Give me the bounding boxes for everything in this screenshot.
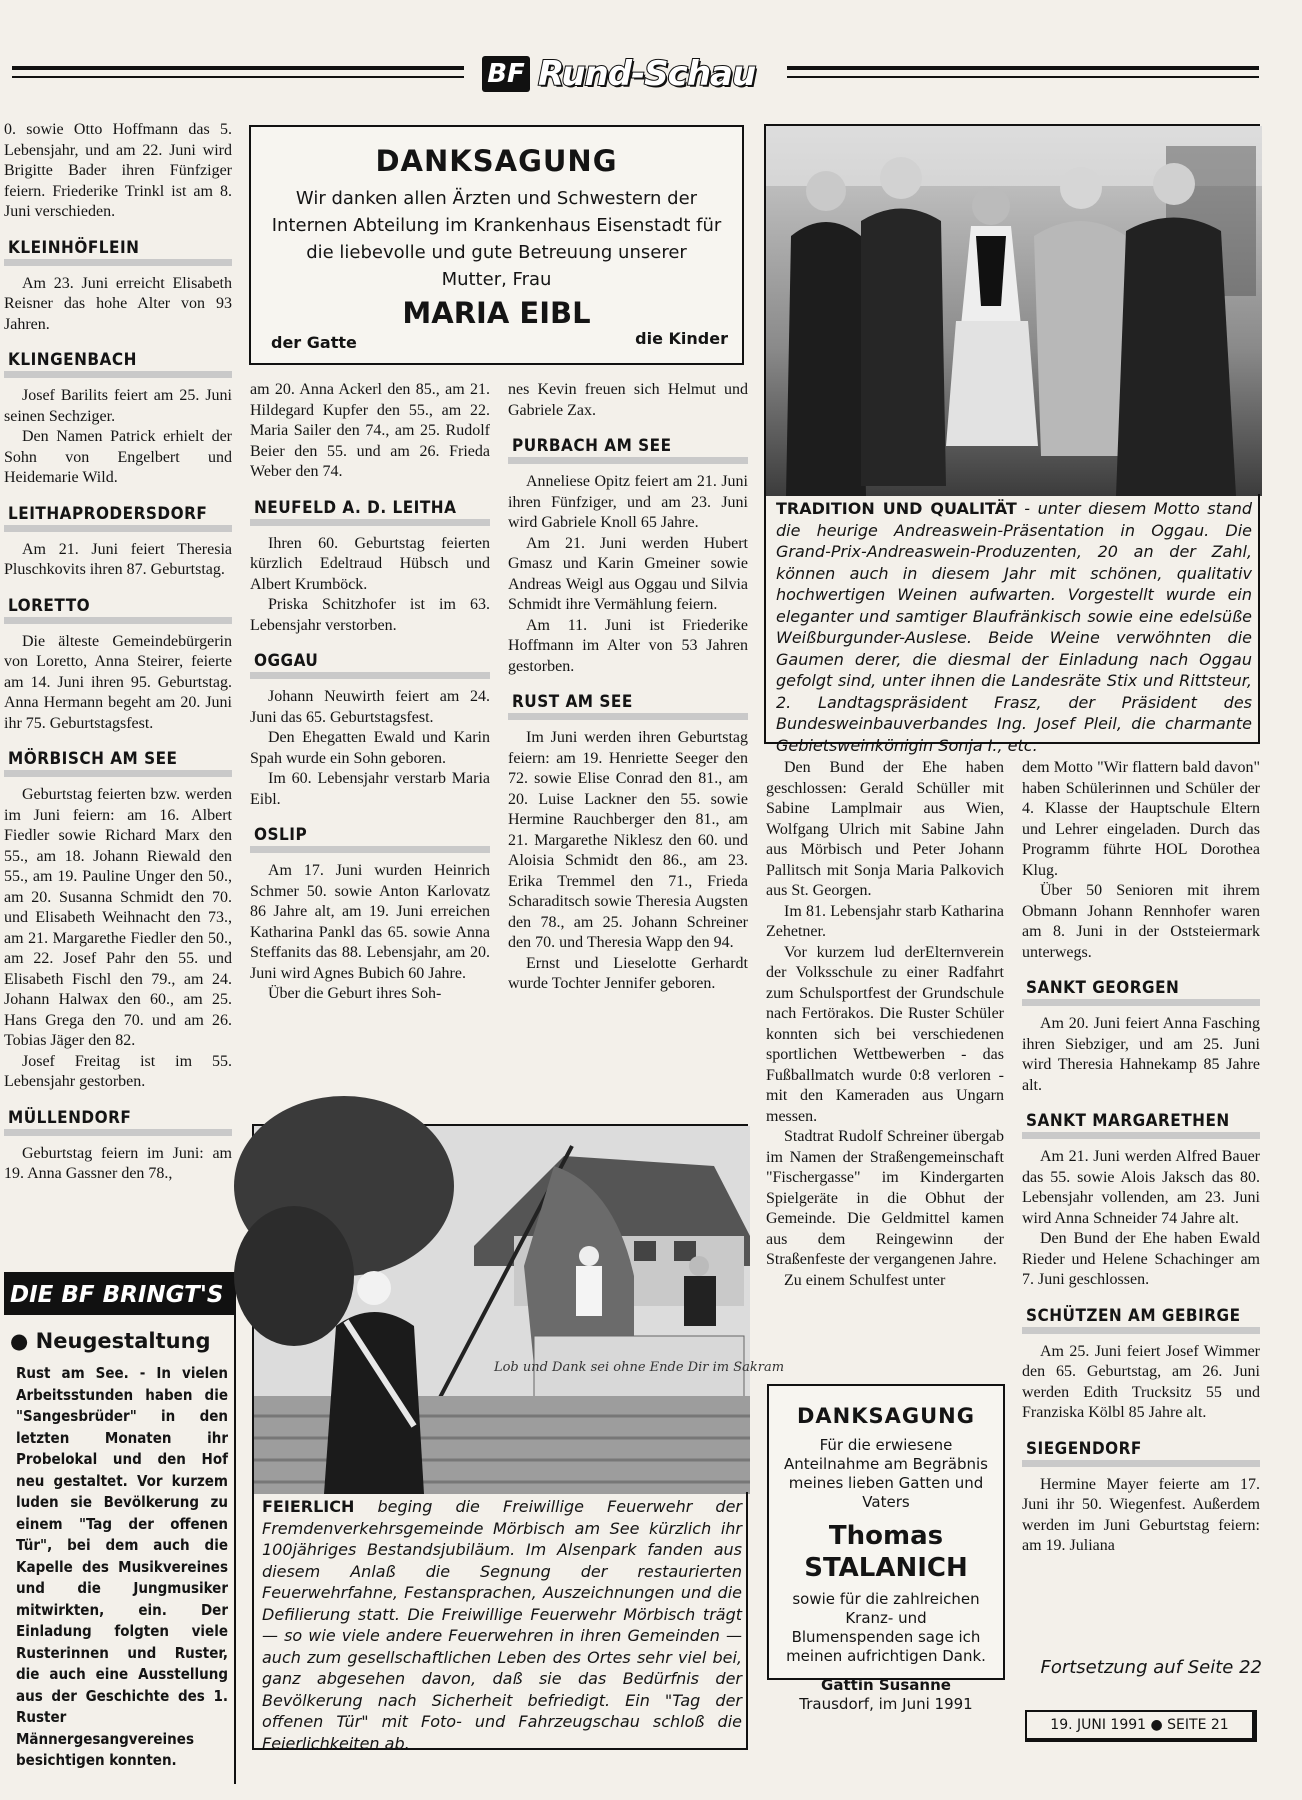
heading-neufeld: NEUFELD A. D. LEITHA [250, 495, 490, 526]
danksagung-eibl-left: der Gatte [271, 333, 357, 352]
oggau-text-2: Den Ehegatten Ewald und Karin Spah wurde ein Sohn geboren. [250, 729, 490, 767]
klingenbach-text-1: Josef Barilits feiert am 25. Juni seinen Sechziger. [4, 387, 232, 425]
heading-sankt-georgen: SANKT GEORGEN [1022, 975, 1260, 1006]
col3-intro: nes Kevin freuen sich Helmut und Gabriele Zax. [508, 381, 748, 419]
purbach-text-3: Am 11. Juni ist Friederike Hoffmann im Alter von 53 Jahren gestorben. [508, 616, 748, 675]
col5-text-2: Über 50 Senioren mit ihrem Obmann Johann Rennhofer waren am 8. Juni in der Oststeiermark unterwegs. [1022, 882, 1260, 961]
banner-text: Lob und Dank sei ohne Ende Dir im Sakram [493, 1360, 785, 1375]
heading-oggau: OGGAU [250, 648, 490, 679]
caption-feuerwehr-text: beging die Freiwillige Feuerwehr der Fremdenverkehrsgemeinde Mörbisch am See kürzlich ihr 100jähriges Bestandsjubiläum. Im Alsenpark fanden aus diesem Anlaß die Segnung der restaurierten Feuerwehrfahne, Festansprachen, Auszeichnungen und die Defilierung statt. Die Freiwillige Feuerwehr Mörbisch trägt — so wie viele andere Feuerwehren in ihren Gemeinden — auch zum gesellschaftlichen Leben des Ortes sehr viel bei, ganz abgesehen davon, daß sie das Bedürfnis der Bevölkerung nach Sicherheit befriedigt. Ein "Tag der offenen Tür" mit Foto- und Fahrzeugschau schloß die Feierlichkeiten ab. [262, 1497, 742, 1753]
caption-feuerwehr-lead: FEIERLICH [262, 1497, 355, 1516]
column-2 [250, 380, 490, 1005]
col5-text-1: dem Motto "Wir flattern bald davon" haben Schülerinnen und Schüler der 4. Klasse der Hauptschule Eltern und Lehrer eingeladen. Durch das Programm führte HOL Dorothea Klug. [1022, 759, 1260, 879]
heading-oslip: OSLIP [250, 822, 490, 853]
sankt-margarethen-text-2: Den Bund der Ehe haben Ewald Rieder und Helene Schachinger am 7. Juni geschlossen. [1022, 1230, 1260, 1288]
heading-sankt-margarethen: SANKT MARGARETHEN [1022, 1108, 1260, 1139]
oggau-text-1: Johann Neuwirth feiert am 24. Juni das 65. Geburtstagsfest. [250, 688, 490, 726]
heading-moerbisch: MÖRBISCH AM SEE [4, 746, 232, 777]
col4-text-5: Zu einem Schulfest unter [784, 1271, 946, 1289]
heading-loretto: LORETTO [4, 593, 232, 624]
photo-andreaswein [764, 124, 1260, 494]
caption-andreaswein-frame [764, 494, 1260, 744]
page-footer: 19. JUNI 1991 ● SEITE 21 [1025, 1710, 1257, 1742]
loretto-text: Die älteste Gemeindebürgerin von Loretto, Anna Steirer, feierte am 14. Juni ihren 95. Geburtstag. Anna Hermann begeht am 20. Juni ihr 75. Geburtstagsfest. [4, 632, 232, 732]
danksagung-stalanich-place: Trausdorf, im Juni 1991 [799, 1695, 973, 1713]
danksagung-stalanich-text-2: sowie für die zahlreichen Kranz- und Blumenspenden sage ich meinen aufrichtigen Dank. [786, 1590, 986, 1665]
col4-text-2: Im 81. Lebensjahr starb Katharina Zehetner. [766, 902, 1004, 940]
kleinhoeflein-text: Am 23. Juni erreicht Elisabeth Reisner das hohe Alter von 93 Jahren. [4, 274, 232, 333]
rust-text-1: Im Juni werden ihren Geburtstag feiern: am 19. Henriette Seeger den 72. sowie Elise Conrad den 81., am 20. Luise Lackner den 55. sowie Hermine Rauchberger den 81., am 21. Margarethe Niklesz den 60. und Aloisia Schmidt den 86., am 23. Erika Tremmel den 71., Frieda Scharaditsch sowie Theresia Augsten den 78., am 25. Johann Schreiner den 70. und Theresia Wapp den 94. [508, 729, 748, 951]
danksagung-stalanich-title: DANKSAGUNG [796, 1404, 975, 1428]
heading-klingenbach: KLINGENBACH [4, 347, 232, 378]
danksagung-stalanich-sign: Gattin Susanne [821, 1676, 951, 1694]
photo-andreaswein-image [766, 126, 1262, 496]
heading-kleinhoeflein: KLEINHÖFLEIN [4, 235, 232, 266]
danksagung-stalanich-surname: STALANICH [804, 1553, 968, 1583]
col2-intro: am 20. Anna Ackerl den 85., am 21. Hildegard Kupfer den 55., am 22. Maria Sailer den 74., am 25. Rudolf Beier den 55. und am 26. Frieda Weber den 74. [250, 381, 490, 480]
neufeld-text-2: Priska Schitzhofer ist im 63. Lebensjahr verstorben. [250, 596, 490, 634]
danksagung-eibl-name: MARIA EIBL [402, 296, 591, 330]
col4-text-1: Den Bund der Ehe haben geschlossen: Gerald Schüller mit Sabine Lamplmair aus Wien, Wolfgang Ulrich mit Sabine Jahn aus Mörbisch und Peter Johann Pallitsch mit Sonja Maria Palkovich aus St. Georgen. [766, 759, 1004, 899]
muellendorf-text: Geburtstag feiern im Juni: am 19. Anna Gassner den 78., [4, 1144, 232, 1182]
danksagung-stalanich [767, 1384, 1005, 1713]
danksagung-eibl-title: DANKSAGUNG [375, 144, 618, 178]
danksagung-stalanich-text-1: Für die erwiesene Anteilnahme am Begräbnis meines lieben Gatten und Vaters [783, 1436, 988, 1511]
photo-feuerwehr [252, 1124, 785, 1492]
bf-bringts-headline: ● Neugestaltung [10, 1329, 211, 1353]
col4-text-3: Vor kurzem lud derElternverein der Volksschule zu einer Radfahrt zum Schulsportfest der Grundschule nach Fertörakos. Die Ruster Schüler konnten sich bei verschiedenen sportlichen Wettbewerben - das Fußballmatch wurde 0:8 verloren - mit den Kameraden aus Ungarn messen. [766, 943, 1004, 1125]
neufeld-text-1: Ihren 60. Geburtstag feierten kürzlich Edeltraud Hübsch und Albert Krumböck. [250, 534, 490, 593]
heading-muellendorf: MÜLLENDORF [4, 1105, 232, 1136]
schuetzen-text: Am 25. Juni feiert Josef Wimmer den 65. Geburtstag, am 26. Juni werden Edith Trucksitz 55 und Franziska Kölbl 85 Jahre alt. [1022, 1342, 1260, 1421]
leithaprodersdorf-text: Am 21. Juni feiert Theresia Pluschkovits ihren 87. Geburtstag. [4, 540, 232, 578]
siegendorf-text: Hermine Mayer feierte am 17. Juni ihr 50. Wiegenfest. Außerdem werden im Juni Geburtstag feiern: am 19. Juliana [1022, 1475, 1260, 1554]
column-5 [1022, 758, 1260, 1557]
bf-bringts-box [4, 1272, 236, 1784]
rundschau-logo: Rund-Schau [538, 54, 756, 94]
danksagung-stalanich-firstname: Thomas [828, 1521, 944, 1551]
photo-feuerwehr-image [254, 1126, 785, 1494]
heading-rust: RUST AM SEE [508, 689, 748, 720]
masthead-rule-left [12, 66, 464, 78]
heading-leithaprodersdorf: LEITHAPRODERSDORF [4, 501, 232, 532]
danksagung-eibl-body: Wir danken allen Ärzten und Schwestern der Internen Abteilung im Krankenhaus Eisenstadt für die liebevolle und gute Betreuung unserer Mutter, Frau [271, 188, 722, 290]
klingenbach-text-2: Den Namen Patrick erhielt der Sohn von Engelbert und Heidemarie Wild. [4, 428, 232, 486]
moerbisch-text-2: Josef Freitag ist im 55. Lebensjahr gestorben. [4, 1052, 232, 1090]
oslip-text-2: Über die Geburt ihres Soh- [268, 985, 442, 1002]
column-4 [766, 758, 1004, 1291]
column-3 [508, 380, 748, 995]
masthead-rule-right [787, 66, 1259, 78]
caption-andreaswein-lead: TRADITION UND QUALITÄT [776, 499, 1017, 518]
purbach-text-1: Anneliese Opitz feiert am 21. Juni ihren Fünfziger, und am 23. Juni wird Gabriele Knoll 65 Jahre. [508, 473, 748, 531]
sankt-margarethen-text-1: Am 21. Juni werden Alfred Bauer das 55. sowie Alois Jaksch das 80. Lebensjahr vollenden, am 23. Juni wird Anna Schneider 74 Jahre alt. [1022, 1148, 1260, 1227]
col4-text-4: Stadtrat Rudolf Schreiner übergab im Namen der Straßengemeinschaft "Fischergasse" im Kindergarten Spielgeräte in die Obhut der Gemeinde. Die Geldmittel kamen aus dem Reingewinn der Straßenfeste der vergangenen Jahre. [766, 1128, 1004, 1268]
col1-intro: 0. sowie Otto Hoffmann das 5. Lebensjahr, und am 22. Juni wird Brigitte Bader ihren Fünfziger feiern. Friederike Trinkl ist am 8. Juni verschieden. [4, 121, 232, 220]
bf-logo: BF [482, 56, 530, 92]
purbach-text-2: Am 21. Juni werden Hubert Gmasz und Karin Gmeiner sowie Andreas Weigl aus Oggau und Silvia Schmidt ihre Vermählung feiern. [508, 534, 748, 613]
column-1 [4, 120, 232, 1185]
rust-text-2: Ernst und Lieselotte Gerhardt wurde Tochter Jennifer geboren. [508, 954, 748, 992]
heading-siegendorf: SIEGENDORF [1022, 1436, 1260, 1467]
danksagung-eibl-right: die Kinder [635, 329, 728, 348]
sankt-georgen-text: Am 20. Juni feiert Anna Fasching ihren Siebziger, und am 25. Juni wird Theresia Hahnekamp 85 Jahre alt. [1022, 1015, 1260, 1094]
oggau-text-3: Im 60. Lebensjahr verstarb Maria Eibl. [250, 770, 490, 808]
caption-andreaswein-text: - unter diesem Motto stand die heurige Andreaswein-Präsentation in Oggau. Die Grand-Prix-Andreaswein-Produzenten, 20 an der Zahl, können auch in diesem Jahr mit schönen, qualitativ hochwertigen Weinen aufwarten. Vorgestellt wurde ein eleganter und samtiger Blaufränkisch sowie eine edelsüße Weißburgunder-Auslese. Beide Weine verwöhnten die Gaumen derer, die diesmal der Einladung nach Oggau gefolgt sind, unter ihnen die Landesräte Stix und Rittsteur, 2. Landtagspräsident Frasz, der Präsident des Bundesweinbauverbandes Ing. Josef Pleil, die charmante Gebietsweinkönigin Sonja I., etc. [776, 499, 1253, 755]
bf-bringts-text: Rust am See. - In vielen Arbeitsstunden haben die "Sangesbrüder" in den letzten Monaten ihr Probelokal und den Hof neu gestaltet. Vor kurzem luden sie Bevölkerung zu einem "Tag der offenen Tür", bei dem auch die Kapelle des Musikvereines und die Jungmusiker mitwirkten, ein. Der Einladung folgten viele Rusterinnen und Ruster, die auch eine Ausstellung aus der Geschichte des 1. Ruster Männergesangvereines besichtigen konnten. [16, 1364, 228, 1769]
bf-bringts-bar: DIE BF BRINGT'S [4, 1275, 234, 1315]
continued-note: Fortsetzung auf Seite 22 [1040, 1657, 1262, 1678]
oslip-text-1: Am 17. Juni wurden Heinrich Schmer 50. sowie Anton Karlovatz 86 Jahre alt, am 19. Juni erreichen Katharina Pankl das 65. sowie Anna Steffanits das 88. Lebensjahr, am 20. Juni wird Agnes Bubich 60 Jahre. [250, 862, 490, 982]
moerbisch-text-1: Geburtstag feierten bzw. werden im Juni feiern: am 16. Albert Fiedler sowie Richard Marx den 55., am 18. Johann Riewald den 55., am 19. Pauline Unger den 50., am 20. Susanna Schmidt den 70. und Elisabeth Weihnacht den 73., am 21. Margarethe Fiedler den 50., am 22. Josef Pahr den 55. und Elisabeth Fischl den 79., am 24. Johann Halwax den 60., am 25. Hans Grega den 70. und am 26. Tobias Jäger den 82. [4, 786, 232, 1049]
caption-feuerwehr-frame [252, 1492, 748, 1750]
heading-schuetzen: SCHÜTZEN AM GEBIRGE [1022, 1303, 1260, 1334]
heading-purbach: PURBACH AM SEE [508, 433, 748, 464]
danksagung-eibl [249, 125, 744, 365]
